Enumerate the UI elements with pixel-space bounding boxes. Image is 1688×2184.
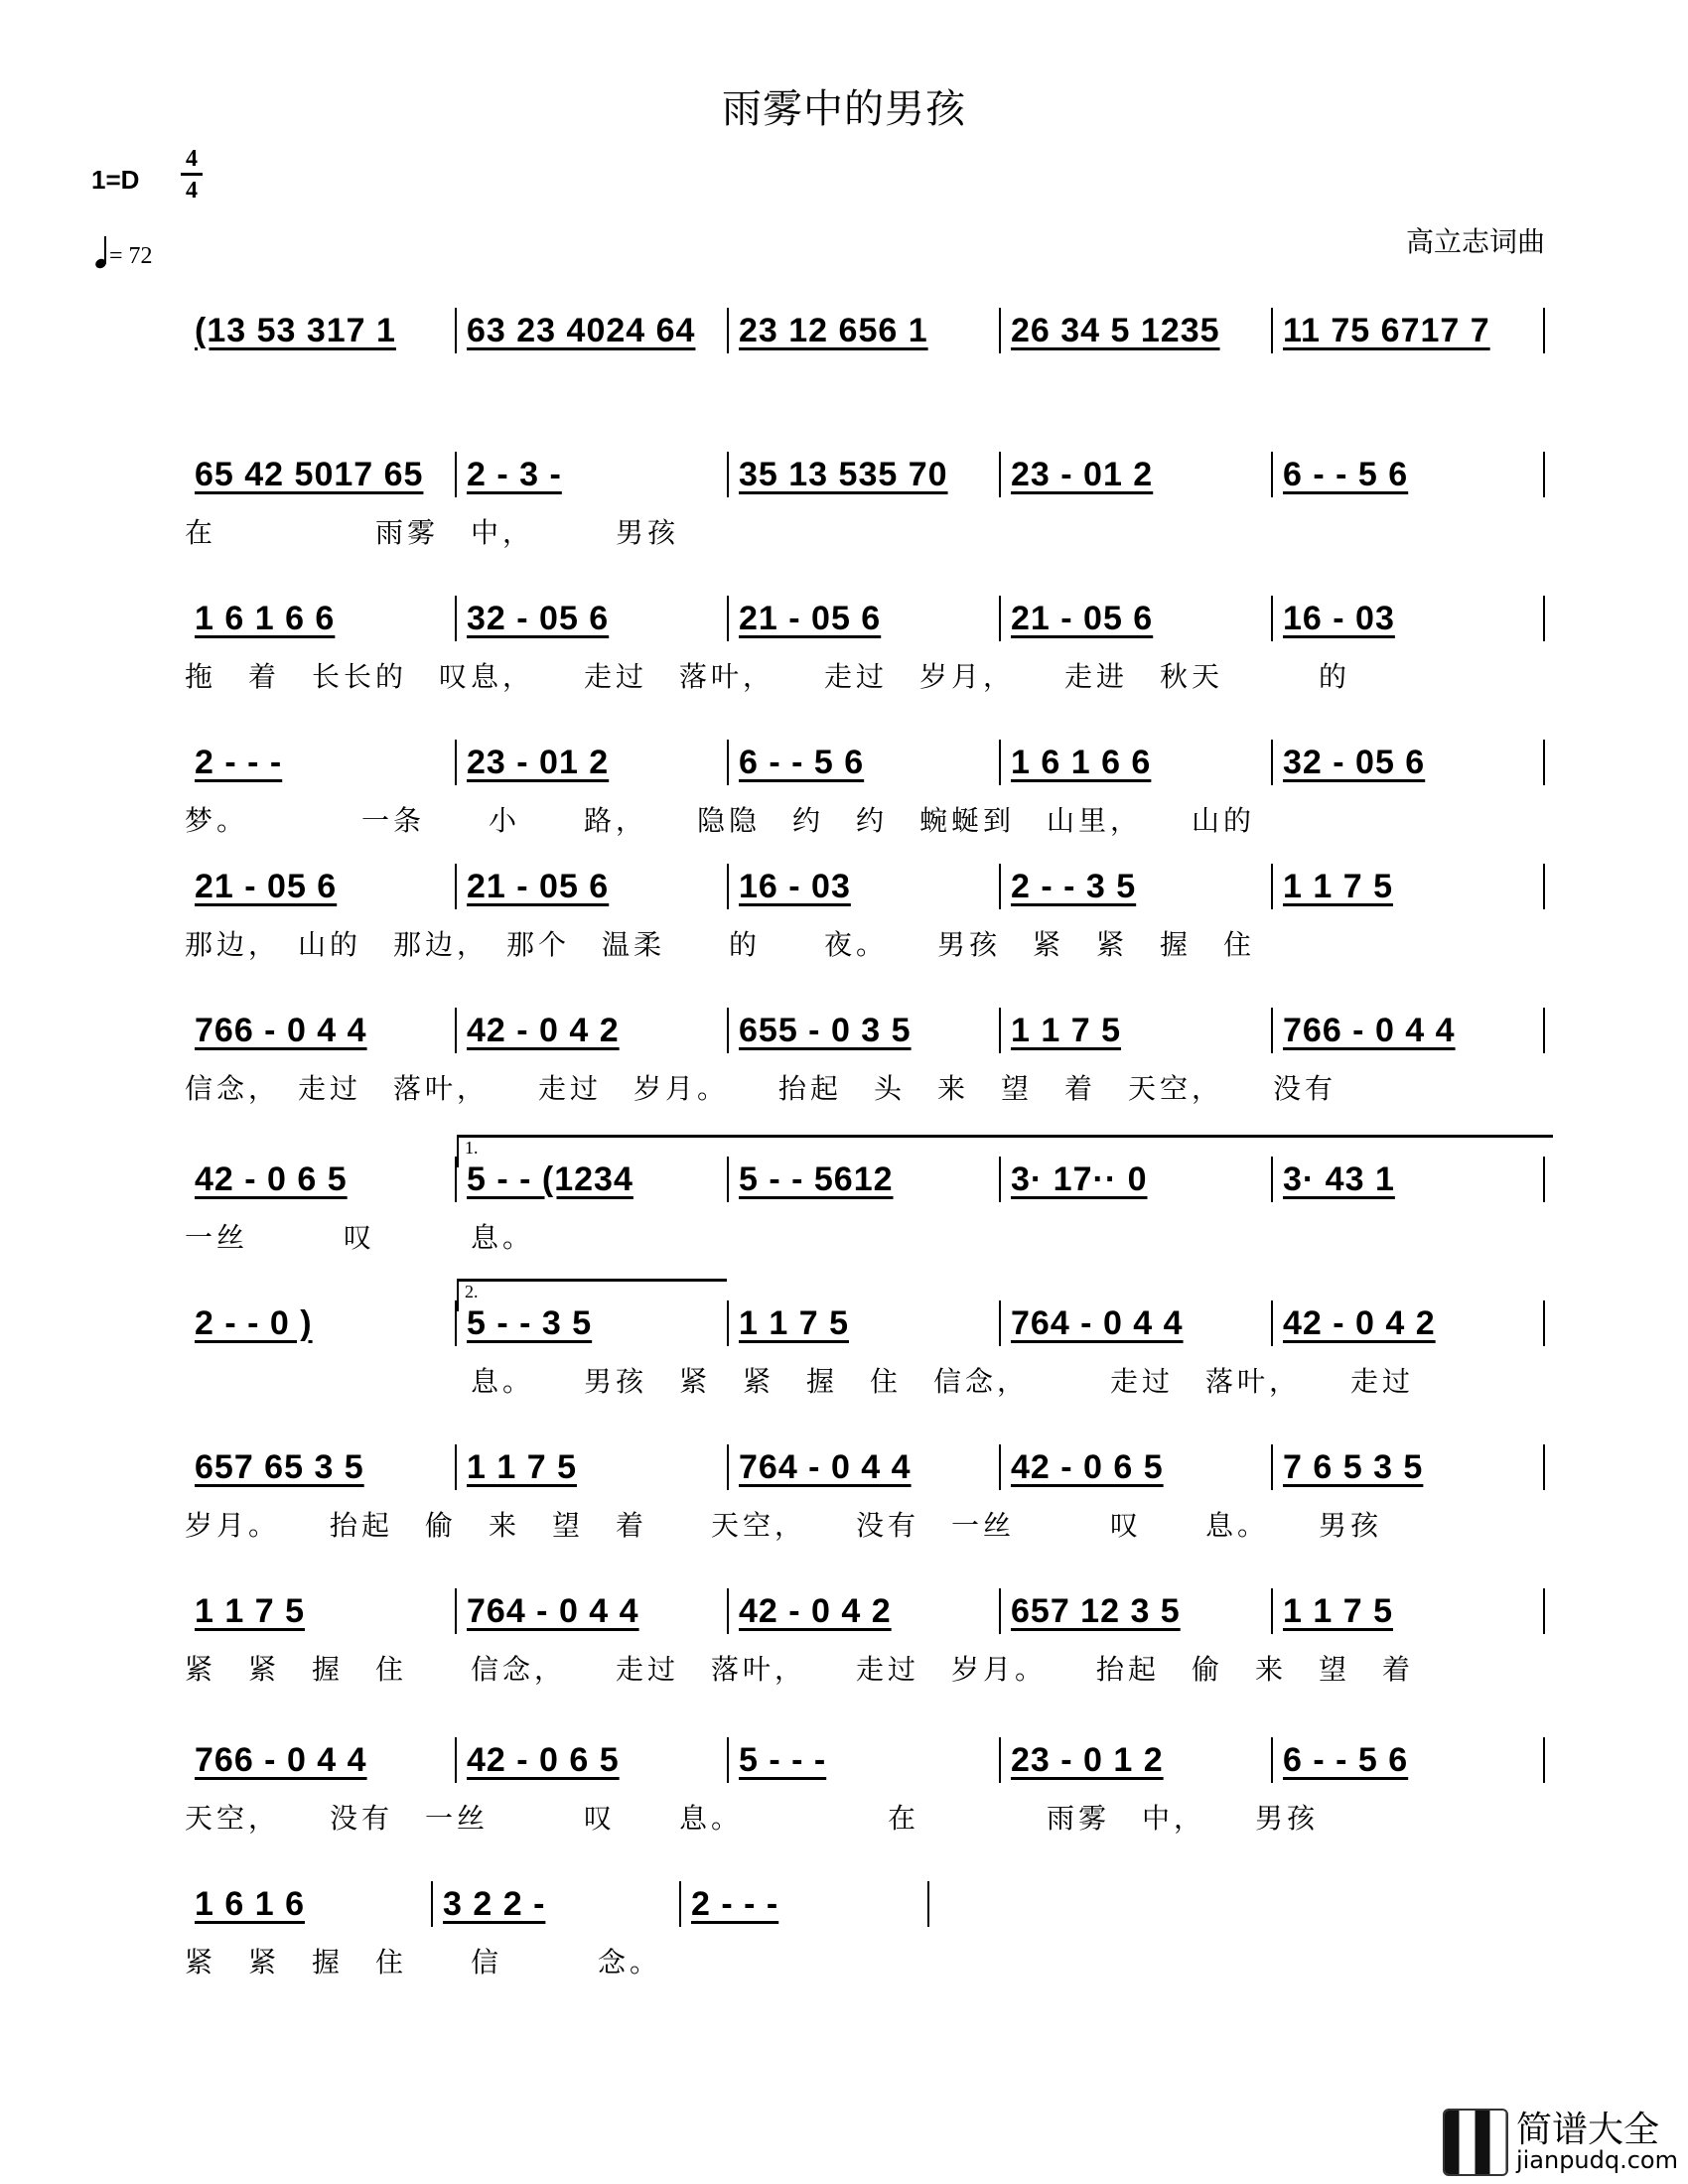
measure — [1271, 452, 1545, 497]
measure — [185, 1588, 455, 1634]
lyrics-row: 那边， 山的 那边， 那个 温柔 的 夜。 男孩 紧 紧 握 住 — [185, 928, 1256, 961]
song-title: 雨雾中的男孩 — [722, 86, 966, 132]
measure-notes: 23 - 01 2 — [1011, 456, 1154, 493]
measure — [999, 1008, 1271, 1053]
measure-notes: 1 6 1 6 — [195, 1885, 305, 1923]
measure-notes: 1 1 7 5 — [195, 1592, 305, 1630]
notation-row — [185, 1444, 1545, 1494]
score-line — [185, 596, 1545, 693]
score-line — [185, 452, 1545, 549]
time-signature — [181, 147, 203, 203]
lyrics-row: 信念， 走过 落叶， 走过 岁月。 抬起 头 来 望 着 天空， 没有 — [185, 1072, 1337, 1105]
measure — [1271, 308, 1545, 353]
measure-notes: 11 75 6717 7 — [1283, 312, 1490, 349]
measure-notes: 42 - 0 4 2 — [739, 1592, 892, 1630]
measure-notes: 42 - 0 4 2 — [1283, 1304, 1436, 1342]
measure-notes: 23 12 656 1 — [739, 312, 928, 349]
notation-row — [185, 452, 1545, 501]
measure-notes: 63 23 4024 64 — [467, 312, 696, 349]
measure — [999, 308, 1271, 353]
measure — [455, 1737, 727, 1783]
score-line — [185, 1138, 1545, 1254]
measure-notes: 5 - - (1234 — [467, 1160, 633, 1198]
watermark-url: jianpudq.com — [1515, 2146, 1678, 2174]
measure — [185, 1737, 455, 1783]
lyrics-row: 息。 男孩 紧 紧 握 住 信念， 走过 落叶， 走过 — [185, 1365, 1415, 1398]
measure-notes: 1 6 1 6 6 — [1011, 744, 1152, 781]
measure-notes: 3 2 2 - — [443, 1885, 546, 1923]
measure-notes: 657 65 3 5 — [195, 1448, 364, 1486]
score-line — [185, 1282, 1545, 1398]
measure-notes: 5 - - - — [739, 1741, 827, 1779]
measure — [727, 1588, 999, 1634]
measure-notes: 766 - 0 4 4 — [195, 1012, 367, 1049]
measure-notes: 42 - 0 6 5 — [195, 1160, 348, 1198]
measure — [999, 864, 1271, 909]
measure — [185, 1300, 455, 1346]
notation-row — [185, 864, 1545, 913]
lyrics-row: 天空， 没有 一丝 叹 息。 在 雨雾 中， 男孩 — [185, 1802, 1320, 1835]
quarter-note-icon — [95, 236, 109, 270]
time-signature-top: 4 — [186, 146, 198, 172]
measure — [727, 1737, 999, 1783]
measure — [455, 452, 727, 497]
measure-notes: 5 - - 3 5 — [467, 1304, 593, 1342]
measure — [1271, 1737, 1545, 1783]
score-line — [185, 864, 1545, 961]
measure-notes: 21 - 05 6 — [739, 600, 882, 637]
measure-notes: 1 1 7 5 — [1283, 1592, 1393, 1630]
measure-notes: 16 - 03 — [1283, 600, 1395, 637]
measure — [455, 308, 727, 353]
measure — [1271, 1300, 1545, 1346]
measure-notes: 6 - - 5 6 — [739, 744, 865, 781]
watermark-name: 简谱大全 — [1515, 2110, 1659, 2150]
measure — [999, 452, 1271, 497]
lyrics-row: 在 雨雾 中， 男孩 — [185, 516, 680, 549]
lyrics-row: 紧 紧 握 住 信 念。 — [185, 1946, 662, 1979]
measure — [727, 1444, 999, 1490]
measure — [999, 1588, 1271, 1634]
measure-notes: 764 - 0 4 4 — [739, 1448, 912, 1486]
watermark — [1443, 2109, 1678, 2176]
score-line — [185, 1588, 1545, 1686]
measure — [679, 1881, 929, 1927]
measure-notes: 1 6 1 6 6 — [195, 600, 336, 637]
measure-notes: 21 - 05 6 — [467, 868, 610, 905]
notation-row — [185, 1881, 1545, 1931]
measure-notes: 42 - 0 4 2 — [467, 1012, 620, 1049]
measure — [727, 596, 999, 641]
measure-notes: 766 - 0 4 4 — [1283, 1012, 1456, 1049]
measure-notes: 3· 43 1 — [1283, 1160, 1395, 1198]
tempo-marking — [95, 236, 153, 270]
measure — [1271, 1444, 1545, 1490]
measure-notes: 2 - - - — [691, 1885, 779, 1923]
measure — [455, 1008, 727, 1053]
measure-notes: 32 - 05 6 — [1283, 744, 1426, 781]
lyrics-row: 岁月。 抬起 偷 来 望 着 天空， 没有 一丝 叹 息。 男孩 — [185, 1509, 1383, 1542]
measure-notes: 6 - - 5 6 — [1283, 1741, 1409, 1779]
measure — [1271, 1588, 1545, 1634]
measure-notes: 764 - 0 4 4 — [1011, 1304, 1184, 1342]
measure-notes: 1 1 7 5 — [1011, 1012, 1121, 1049]
lyrics-row: 一丝 叹 息。 — [185, 1221, 535, 1254]
measure — [1271, 1008, 1545, 1053]
score-line — [185, 740, 1545, 837]
measure-notes: 657 12 3 5 — [1011, 1592, 1181, 1630]
measure — [185, 1444, 455, 1490]
time-signature-bottom: 4 — [186, 178, 198, 204]
measure — [727, 864, 999, 909]
measure-notes: 6 - - 5 6 — [1283, 456, 1409, 493]
measure — [727, 308, 999, 353]
notation-row — [185, 740, 1545, 789]
measure-notes: 65 42 5017 65 — [195, 456, 424, 493]
measure-notes: 42 - 0 6 5 — [1011, 1448, 1164, 1486]
measure — [1271, 596, 1545, 641]
measure — [999, 1300, 1271, 1346]
measure — [727, 452, 999, 497]
measure — [185, 596, 455, 641]
score-line — [185, 1444, 1545, 1542]
time-signature-bar — [181, 173, 203, 176]
measure-notes: 16 - 03 — [739, 868, 851, 905]
measure — [185, 740, 455, 785]
notation-row — [185, 308, 1545, 357]
measure-notes: 42 - 0 6 5 — [467, 1741, 620, 1779]
measure — [727, 1300, 999, 1346]
notation-row — [185, 1588, 1545, 1638]
measure — [455, 740, 727, 785]
measure-notes: 5 - - 5612 — [739, 1160, 894, 1198]
measure — [185, 308, 455, 353]
measure — [185, 452, 455, 497]
measure-notes: 764 - 0 4 4 — [467, 1592, 639, 1630]
measure-notes: 21 - 05 6 — [1011, 600, 1154, 637]
measure — [185, 1157, 455, 1202]
lyrics-row: 紧 紧 握 住 信念， 走过 落叶， 走过 岁月。 抬起 偷 来 望 着 — [185, 1653, 1415, 1686]
score-line — [185, 1881, 1545, 1979]
measure-notes: 21 - 05 6 — [195, 868, 338, 905]
notation-row — [185, 596, 1545, 645]
measure — [727, 1008, 999, 1053]
measure-notes: 7 6 5 3 5 — [1283, 1448, 1424, 1486]
score-line — [185, 1008, 1545, 1105]
measure — [1271, 864, 1545, 909]
measure-notes: 2 - - 3 5 — [1011, 868, 1137, 905]
measure — [999, 596, 1271, 641]
measure-notes: 655 - 0 3 5 — [739, 1012, 912, 1049]
measure — [185, 864, 455, 909]
measure-notes: 2 - 3 - — [467, 456, 562, 493]
measure-notes: 2 - - 0 ) — [195, 1304, 313, 1342]
measure — [1271, 740, 1545, 785]
lyrics-row: 拖 着 长长的 叹息， 走过 落叶， 走过 岁月， 走进 秋天 的 — [185, 660, 1351, 693]
measure — [431, 1881, 679, 1927]
composer-credit: 高立志词曲 — [1405, 225, 1545, 258]
measure — [185, 1881, 431, 1927]
measure — [455, 1588, 727, 1634]
notation-row — [185, 1737, 1545, 1787]
measure — [455, 596, 727, 641]
measure-notes: 23 - 0 1 2 — [1011, 1741, 1164, 1779]
notation-row — [185, 1300, 1545, 1350]
measure-notes: 23 - 01 2 — [467, 744, 610, 781]
piano-keys-icon — [1443, 2109, 1508, 2176]
volta-bracket: 2. — [457, 1279, 727, 1311]
measure-notes: 1 1 7 5 — [739, 1304, 849, 1342]
measure-notes: 1 1 7 5 — [1283, 868, 1393, 905]
measure-notes: 2 - - - — [195, 744, 283, 781]
score-line — [185, 308, 1545, 397]
measure-notes: 32 - 05 6 — [467, 600, 610, 637]
score-line — [185, 1737, 1545, 1835]
measure — [999, 1444, 1271, 1490]
measure — [455, 1444, 727, 1490]
measure — [185, 1008, 455, 1053]
notation-row — [185, 1008, 1545, 1057]
measure-notes: (13 53 317 1 — [195, 312, 396, 349]
key-signature: 1=D — [91, 165, 140, 195]
measure — [455, 864, 727, 909]
volta-bracket: 1. — [457, 1135, 1553, 1167]
measure-notes: 35 13 535 70 — [739, 456, 948, 493]
measure — [727, 740, 999, 785]
measure-notes: 766 - 0 4 4 — [195, 1741, 367, 1779]
measure — [999, 1737, 1271, 1783]
measure-notes: 26 34 5 1235 — [1011, 312, 1220, 349]
tempo-value: = 72 — [109, 243, 153, 269]
measure — [999, 740, 1271, 785]
lyrics-row: 梦。 一条 小 路， 隐隐 约 约 蜿蜒到 山里， 山的 — [185, 804, 1256, 837]
measure-notes: 3· 17·· 0 — [1011, 1160, 1148, 1198]
measure-notes: 1 1 7 5 — [467, 1448, 577, 1486]
